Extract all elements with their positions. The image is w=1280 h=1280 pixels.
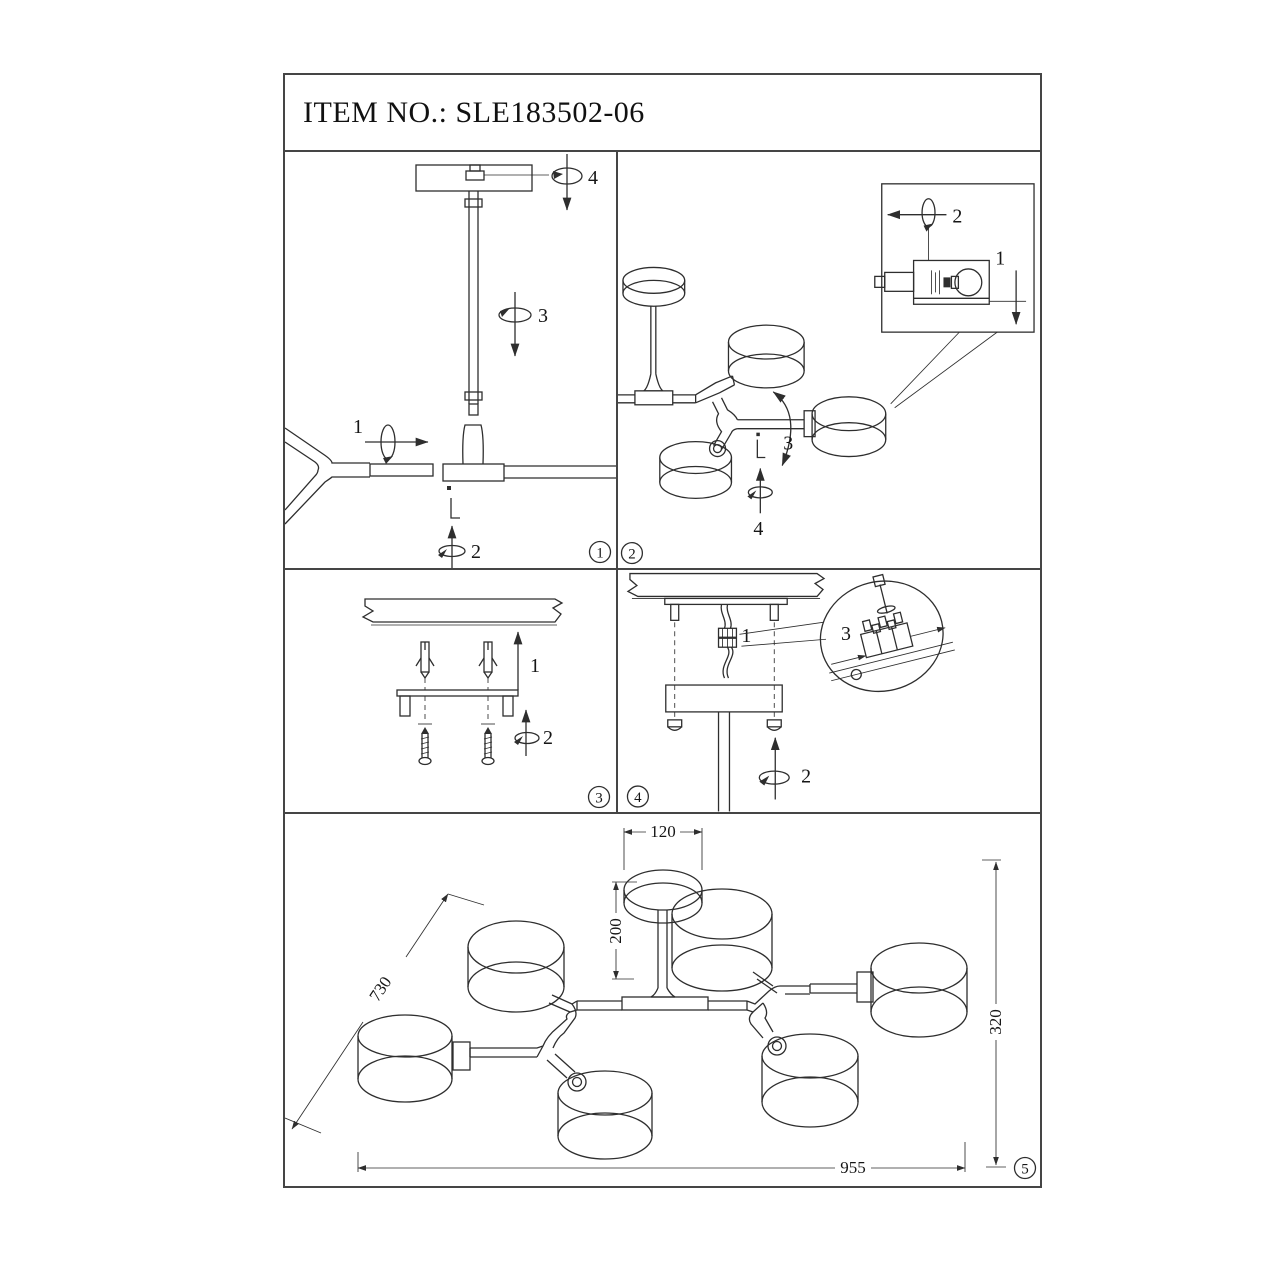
sheet-header: [285, 75, 1040, 152]
threaded-stub: [875, 272, 914, 291]
svg-text:320: 320: [986, 1009, 1005, 1035]
svg-text:955: 955: [840, 1158, 866, 1177]
step4-callout-1: 1: [741, 625, 752, 648]
rotate-arrow-2: [514, 710, 539, 756]
down-rod: [465, 191, 482, 415]
panel-step5: [285, 814, 1040, 1186]
top-shade: [728, 325, 804, 388]
panel-step3: [285, 570, 618, 814]
step5-drawing: [285, 814, 1040, 1186]
inset-leader-line: [895, 332, 998, 408]
step1-callout-2: 2: [471, 541, 481, 563]
mounting-bar: [397, 690, 518, 716]
svg-text:2: 2: [628, 546, 636, 563]
item-number: ITEM NO.: SLE183502-06: [303, 95, 645, 129]
balloon-leader: [739, 622, 823, 634]
wall-anchor: [416, 642, 434, 678]
svg-text:730: 730: [365, 973, 396, 1005]
panel-step1: [285, 152, 618, 570]
dimension-diagonal: [285, 894, 484, 1133]
rotate-arrow-2: [759, 738, 789, 800]
step2-callout-3: 3: [783, 432, 794, 455]
step2-drawing: [618, 152, 1040, 568]
step4-callout-2: 2: [801, 765, 812, 788]
step2-callout-1: 1: [995, 247, 1006, 270]
rotate-arrow-1: [365, 425, 428, 464]
row-top: [285, 152, 1040, 570]
step4-number-badge: [627, 786, 648, 807]
left-arm-joints: [470, 995, 586, 1091]
balloon-leader: [741, 639, 826, 646]
step1-number-badge: [590, 542, 611, 563]
dimension-canopy-width: [624, 822, 702, 870]
step4-callout-3: 3: [840, 623, 851, 646]
svg-text:4: 4: [634, 789, 642, 806]
dimension-rod-length: [606, 882, 637, 979]
lower-left-shade: [660, 441, 732, 499]
ceiling-section: [363, 599, 562, 625]
right-arm-joints: [747, 972, 857, 1055]
panel-step4: [618, 570, 1040, 814]
ceiling-canopy: [624, 870, 702, 923]
bottom-center-shade: [558, 1071, 652, 1159]
dimension-height: [982, 860, 1006, 1167]
svg-text:1: 1: [596, 545, 604, 562]
wires-and-connector: [719, 604, 737, 678]
upper-left-shade: [468, 921, 564, 1012]
cap-nut: [668, 720, 682, 730]
step1-callout-1: 1: [353, 416, 363, 438]
panel-step2: [618, 152, 1040, 570]
rotate-arrow-3: [499, 292, 531, 356]
canopy-and-stem: [666, 685, 782, 811]
step5-number-badge: [1015, 1158, 1036, 1179]
step3-drawing: [285, 570, 616, 812]
rotate-arrow-2: [438, 526, 465, 568]
wall-anchor: [479, 642, 497, 678]
step1-callout-3: 3: [538, 305, 548, 327]
dimension-overall-width: [358, 1142, 965, 1177]
step2-callout-2: 2: [952, 205, 963, 228]
rotate-arrow-4: [747, 468, 772, 513]
ceiling-bracket: [416, 165, 549, 191]
terminal-balloon: [809, 570, 956, 704]
locking-pin: [447, 486, 460, 518]
far-right-shade: [857, 943, 967, 1037]
step3-number-badge: [589, 787, 610, 808]
cap-nut: [767, 720, 781, 730]
mounted-bar: [665, 598, 787, 620]
instruction-sheet: [283, 73, 1042, 1188]
rotate-arrow-4: [552, 154, 582, 210]
svg-text:3: 3: [595, 790, 603, 807]
right-shade: [804, 397, 886, 457]
light-bulb: [951, 269, 981, 296]
lower-left-shade: [358, 1015, 470, 1102]
svg-text:5: 5: [1021, 1161, 1029, 1178]
bulb-inset: [875, 184, 1034, 332]
svg-text:200: 200: [606, 918, 625, 944]
mounting-screw: [419, 727, 431, 765]
step1-callout-4: 4: [588, 167, 598, 189]
ceiling-canopy: [618, 267, 696, 404]
step3-callout-2: 2: [543, 727, 553, 749]
socket-contacts: [932, 270, 951, 294]
step4-drawing: [618, 570, 1040, 812]
mounting-screw: [482, 727, 494, 765]
step2-callout-4: 4: [753, 518, 764, 541]
ceiling-section: [628, 574, 824, 599]
step3-callout-1: 1: [530, 655, 540, 677]
center-hub: [443, 425, 616, 481]
bottom-right-shade: [762, 1034, 858, 1127]
upper-right-shade: [672, 889, 772, 991]
svg-text:120: 120: [650, 822, 676, 841]
center-stem: [577, 910, 747, 1010]
step1-drawing: [285, 152, 616, 568]
row-bottom: [285, 814, 1040, 1186]
locking-pin: [756, 433, 765, 458]
row-middle: [285, 570, 1040, 814]
step2-number-badge: [621, 543, 642, 564]
